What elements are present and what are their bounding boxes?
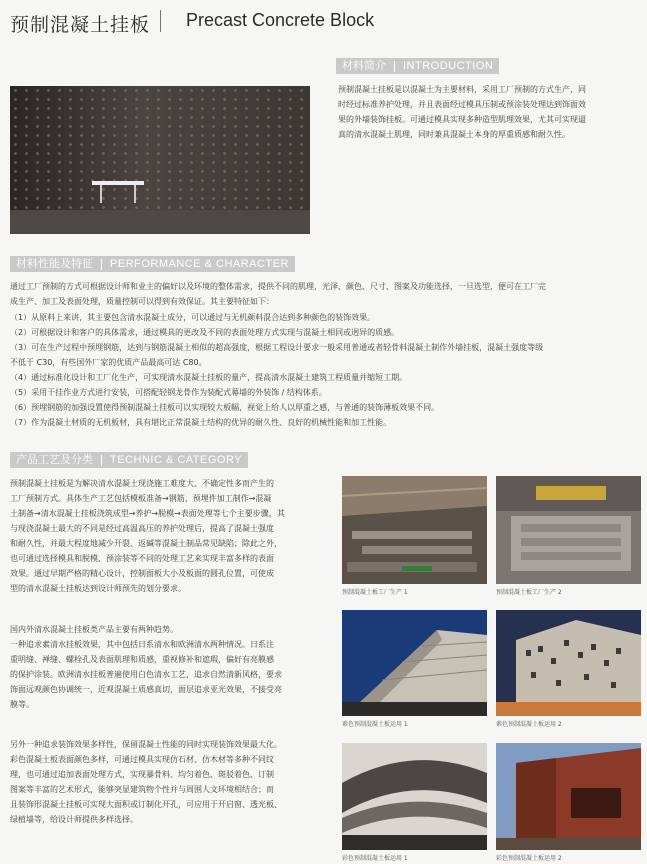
technic-line: 重明缝、禅缝、螺栓孔及表面肌理和质感，重视修补和遮瑕，偏好有亮膜感: [10, 655, 274, 664]
performance-header-cn: 材料性能及特征: [16, 257, 93, 270]
technic-line: 图案等丰富的艺术形式，能够突显建筑物个性并与周围人文环境相结合；而: [10, 785, 274, 794]
photo-plain-application-1: [342, 610, 487, 716]
performance-item: （2）可根据设计和客户的具体需求，通过模具的更改及不同的表面处理方式实现与混凝土相同或迥异的质感。: [10, 328, 400, 337]
technic-line: 型的清水混凝土挂板达到设计师预先的划分要求。: [10, 584, 186, 593]
intro-text: [338, 82, 638, 142]
intro-header-en: INTRODUCTION: [403, 60, 494, 72]
technic-line: 膜等。: [10, 700, 34, 709]
technic-para-3: [10, 737, 335, 827]
technic-header-cn: 产品工艺及分类: [16, 453, 93, 466]
performance-text: [10, 279, 640, 309]
intro-header: [336, 58, 499, 74]
photo-plain-application-2: [496, 610, 641, 716]
caption-color-application-1: 彩色预制混凝土板运用 1: [342, 855, 408, 862]
technic-line: 工厂预制方式。具体生产工艺包括模板准备→钢筋、预埋件加工制作→混凝: [10, 494, 272, 503]
intro-line: 真的清水混凝土肌理，同时兼具混凝土本身的厚重质感和耐久性。: [338, 130, 570, 139]
caption-plain-application-2: 素色预制混凝土板运用 2: [496, 721, 562, 728]
photo-color-application-2: [496, 743, 641, 850]
photo-factory-2: [496, 476, 641, 584]
performance-list: [10, 310, 640, 430]
technic-line: 效果。通过早期严格的精心设计，控制面板大小及板面的圆孔位置，可使成: [10, 569, 274, 578]
technic-line: 且装饰形混凝土挂板可实现大面积或订制化开孔，可应用于开启窗、透光板、: [10, 800, 282, 809]
technic-line: 国内外清水混凝土挂板类产品主要有两种趋势。: [10, 625, 178, 634]
technic-line: 理，也可通过追加表面处理方式，实现暴骨料、均匀着色、斑驳着色、订制: [10, 770, 274, 779]
technic-line: 的保护涂装。欧洲清水挂板普遍使用白色清水工艺，追求自然清新风格，要求: [10, 670, 282, 679]
technic-line: 与现浇混凝土最大的不同是经过高温高压的养护处理后，提高了混凝土强度: [10, 524, 274, 533]
performance-line: 通过工厂预制的方式可根据设计师和业主的偏好以及环境的整体需求，提供不同的肌理、光泽、颜色、尺寸、图案及功能选择，一旦选型，便可在工厂完: [10, 282, 546, 291]
technic-para-2: [10, 622, 335, 712]
caption-color-application-2: 彩色预制混凝土板运用 2: [496, 855, 562, 862]
page-title-cn: 预制混凝土挂板: [10, 14, 151, 36]
intro-line: 预制混凝土挂板是以混凝土为主要材料，采用工厂预制的方式生产，同: [338, 85, 586, 94]
technic-para-1: [10, 476, 335, 596]
performance-item: （5）采用干挂作业方式进行安装，可搭配轻钢龙骨作为装配式幕墙的外装饰 / 结构体系。: [10, 388, 327, 397]
technic-line: 饰面远观颜色协调统一，近观混凝土质感真切，面层追求亚光效果，不接受亮: [10, 685, 282, 694]
performance-item: （3）可在生产过程中预埋钢筋，达到与钢筋混凝土相似的超高强度，根据工程设计要求一般采用普通或者轻骨料混凝土制作外墙挂板，混凝土强度等级: [10, 343, 544, 352]
caption-factory-1: 预制混凝土板工厂生产 1: [342, 589, 408, 596]
technic-line: 和耐久性，并最大程度地减少开裂、返碱等混凝土制品常见缺陷；除此之外，: [10, 539, 282, 548]
technic-line: 土制备→清水混凝土挂板浇筑成型→养护→脱模→表面处理等七个主要步骤，其: [10, 509, 285, 518]
technic-line: 绿植墙等，给设计师提供多样选择。: [10, 815, 138, 824]
intro-line: 果的外墙装饰挂板。可通过模具实现多种造型肌理效果，尤其可实现逼: [338, 115, 586, 124]
technic-header-en: TECHNIC & CATEGORY: [110, 454, 243, 466]
hero-photo-concrete-wall: [10, 86, 310, 234]
page-title-en: Precast Concrete Block: [186, 10, 375, 30]
technic-line: 另外一种追求装饰效果多样性，保留混凝土性能的同时实现装饰效果最大化。: [10, 740, 282, 749]
performance-item: 不低于 C30，有些国外厂家的优质产品最高可达 C80。: [10, 358, 207, 367]
caption-plain-application-1: 素色预制混凝土板运用 1: [342, 721, 408, 728]
caption-factory-2: 预制混凝土板工厂生产 2: [496, 589, 562, 596]
intro-line: 时经过标准养护处理，并且表面经过模具压制或预涂装处理达到饰面效: [338, 100, 586, 109]
title-divider: [160, 10, 161, 32]
technic-line: 一种追求素清水挂板效果，其中包括日系清水和欧洲清水两种情况。日系注: [10, 640, 274, 649]
photo-factory-1: [342, 476, 487, 584]
photo-color-application-1: [342, 743, 487, 850]
intro-header-cn: 材料简介: [342, 59, 386, 72]
technic-line: 彩色混凝土板表面颜色多样，可通过模具实现仿石材、仿木材等多种不同纹: [10, 755, 274, 764]
performance-line: 成生产、加工及表面处理，质量控制可以得到有效保证。其主要特征如下：: [10, 297, 274, 306]
technic-line: 预制混凝土挂板是为解决清水混凝土现浇施工难度大、不确定性多而产生的: [10, 479, 274, 488]
technic-line: 也可通过选择模具和脱模、预涂装等不同的处理工艺来实现丰富多样的表面: [10, 554, 274, 563]
performance-item: （7）作为混凝土材质的无机板材，具有堪比正常混凝土结构的优异的耐久性、良好的机械性能和加工性能。: [10, 418, 392, 427]
performance-item: （4）通过标准化设计和工厂化生产，可实现清水混凝土挂板的量产，提高清水混凝土建筑工程质量并缩短工期。: [10, 373, 408, 382]
performance-header-en: PERFORMANCE & CHARACTER: [110, 258, 289, 270]
performance-item: （1）从原料上来讲，其主要包含清水混凝土成分，可以通过与无机颜料混合达到多种颜色的装饰效果。: [10, 313, 376, 322]
technic-header: [10, 452, 248, 468]
performance-item: （6）预埋钢筋的加强设置使得预制混凝土挂板可以实现较大板幅，视觉上给人以厚重之感，与普通的装饰薄板效果不同。: [10, 403, 440, 412]
performance-header: [10, 256, 295, 272]
